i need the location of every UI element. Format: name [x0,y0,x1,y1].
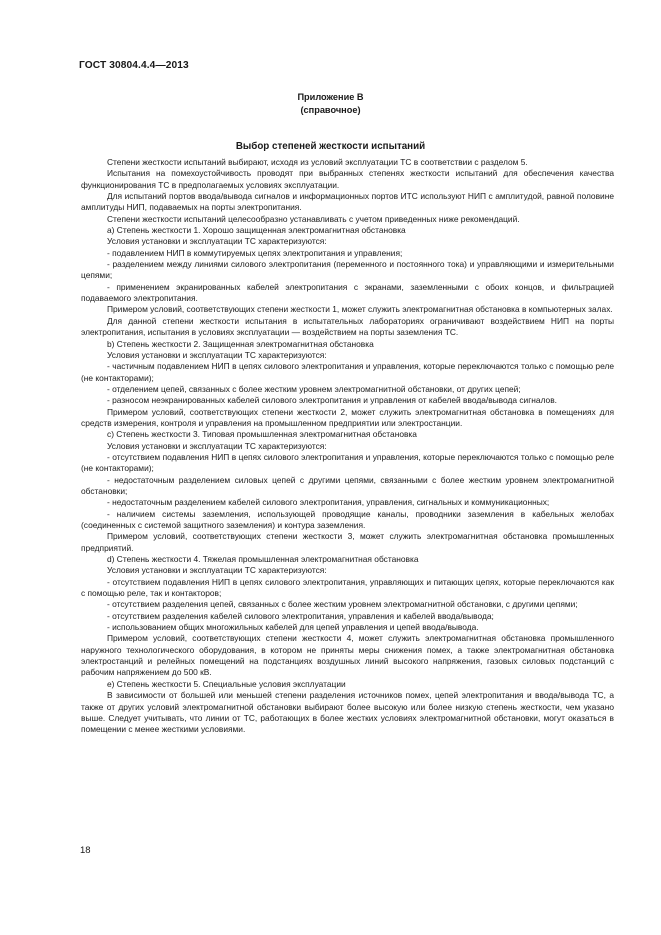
list-item: - отделением цепей, связанных с более жестким уровнем электромагнитной обстановки, от других цепей; [107,383,521,394]
paragraph: Примером условий, соответствующих степени жесткости 1, может служить электромагнитная обстановка в компьютерных залах. [107,304,613,315]
list-item: - применением экранированных кабелей электропитания с экранами, заземленными с обоих концов, и фильтрацией подаваемого электропитания. [81,281,614,304]
severity-level-heading: b) Степень жесткости 2. Защищенная электромагнитная обстановка [107,338,374,349]
paragraph: Степени жесткости испытаний выбирают, исходя из условий эксплуатации ТС в соответствии с разделом 5. [107,157,528,167]
page-number: 18 [80,845,91,856]
appendix-heading [0,91,661,117]
document-header: ГОСТ 30804.4.4—2013 [79,60,189,71]
list-item: - частичным подавлением НИП в цепях силового электропитания и управления, которые переключаются только с помощью реле (не контакторами); [81,361,614,383]
appendix-note: (справочное) [300,105,361,115]
list-item: - подавлением НИП в коммутируемых цепях электропитания и управления; [107,247,403,258]
severity-level-heading: с) Степень жесткости 3. Типовая промышленная электромагнитная обстановка [107,429,417,440]
severity-level-heading: d) Степень жесткости 4. Тяжелая промышленная электромагнитная обстановка [107,554,419,565]
paragraph: В зависимости от большей или меньшей степени разделения источников помех, цепей электропитания и ввода/вывода ТС, а также от других условий электромагнитной обстановки выбирают более высокую или более низкую степень жесткости, чем указано выше. Следует учитывать, что линии от ТС, работающих в более жестких условиях электромагнитной обстановки, могут оказаться в помещении с менее жесткими условиями. [81,690,614,735]
paragraph: Степени жесткости испытаний целесообразно устанавливать с учетом приведенных ниже рекомендаций. [107,213,520,224]
paragraph: Условия установки и эксплуатации ТС характеризуются: [107,440,327,451]
severity-level-heading: е) Степень жесткости 5. Специальные условия эксплуатации [107,678,346,689]
list-item: - отсутствием подавления НИП в цепях силового электропитания и управления, которые переключаются только с помощью реле (не контакторами); [81,451,614,474]
list-item: - отсутствием разделения кабелей силового электропитания, управления и кабелей ввода/вывода; [107,610,494,621]
paragraph: Условия установки и эксплуатации ТС характеризуются: [107,236,327,247]
list-item: - недостаточным разделением силовых цепей с другими цепями, связанными с более жестким уровнем электромагнитной обстановки; [81,474,614,496]
paragraph: Примером условий, соответствующих степени жесткости 2, может служить электромагнитная обстановка в помещениях для средств измерения, контроля и управления на промышленном предприятии или электростанции. [81,406,614,428]
list-item: - разделением между линиями силового электропитания (переменного и постоянного тока) и управляющими и измерительными цепями; [81,259,614,281]
paragraph: Условия установки и эксплуатации ТС характеризуются: [107,349,327,360]
severity-level-heading: а) Степень жесткости 1. Хорошо защищенная электромагнитная обстановка [107,225,406,236]
list-item: - недостаточным разделением кабелей силового электропитания, управления, сигнальных и коммуникационных; [107,497,550,508]
paragraph: Для данной степени жесткости испытания в испытательных лабораториях ограничивают воздействием НИП на порты электропитания, испытания в условиях эксплуатации — воздействием на порты заземления ТС. [81,315,614,338]
paragraph: Испытания на помехоустойчивость проводят при выбранных степенях жесткости испытаний для обеспечения качества функционирования ТС в предполагаемых условиях эксплуатации. [81,168,614,190]
paragraph: Условия установки и эксплуатации ТС характеризуются: [107,565,327,576]
document-body [81,157,614,736]
list-item: - разносом неэкранированных кабелей силового электропитания и управления от кабелей ввода/вывода сигналов. [107,395,557,406]
list-item: - наличием системы заземления, использующей проводящие каналы, проводники заземления в кабельных желобах (соединенных с системой защитного заземления) и контура заземления. [81,508,614,530]
section-title: Выбор степеней жесткости испытаний [235,141,426,152]
list-item: - отсутствием подавления НИП в цепях силового электропитания, управляющих и питающих цепях, которые переключаются как с помощью реле, так и контакторов; [81,576,614,599]
paragraph: Примером условий, соответствующих степени жесткости 4, может служить электромагнитная обстановка промышленного наружного технологического оборудования, в котором не приняты меры снижения помех, а также электромагнитная обстановка электростанций и релейных помещений на подстанциях воздушных линий высокого напряжения, газовых силовых подстанций с рабочим напряжением до 500 кВ. [81,633,614,678]
paragraph: Для испытаний портов ввода/вывода сигналов и информационных портов ИТС используют НИП с амплитудой, равной половине амплитуды НИП, подаваемых на порты электропитания. [81,191,614,213]
list-item: - отсутствием разделения цепей, связанных с более жестким уровнем электромагнитной обстановки, с другими цепями; [107,599,578,610]
paragraph: Примером условий, соответствующих степени жесткости 3, может служить электромагнитная обстановка промышленных предприятий. [81,531,614,553]
appendix-title: Приложение В [297,92,364,102]
list-item: - использованием общих многожильных кабелей для цепей управления и цепей ввода/вывода. [107,622,479,633]
